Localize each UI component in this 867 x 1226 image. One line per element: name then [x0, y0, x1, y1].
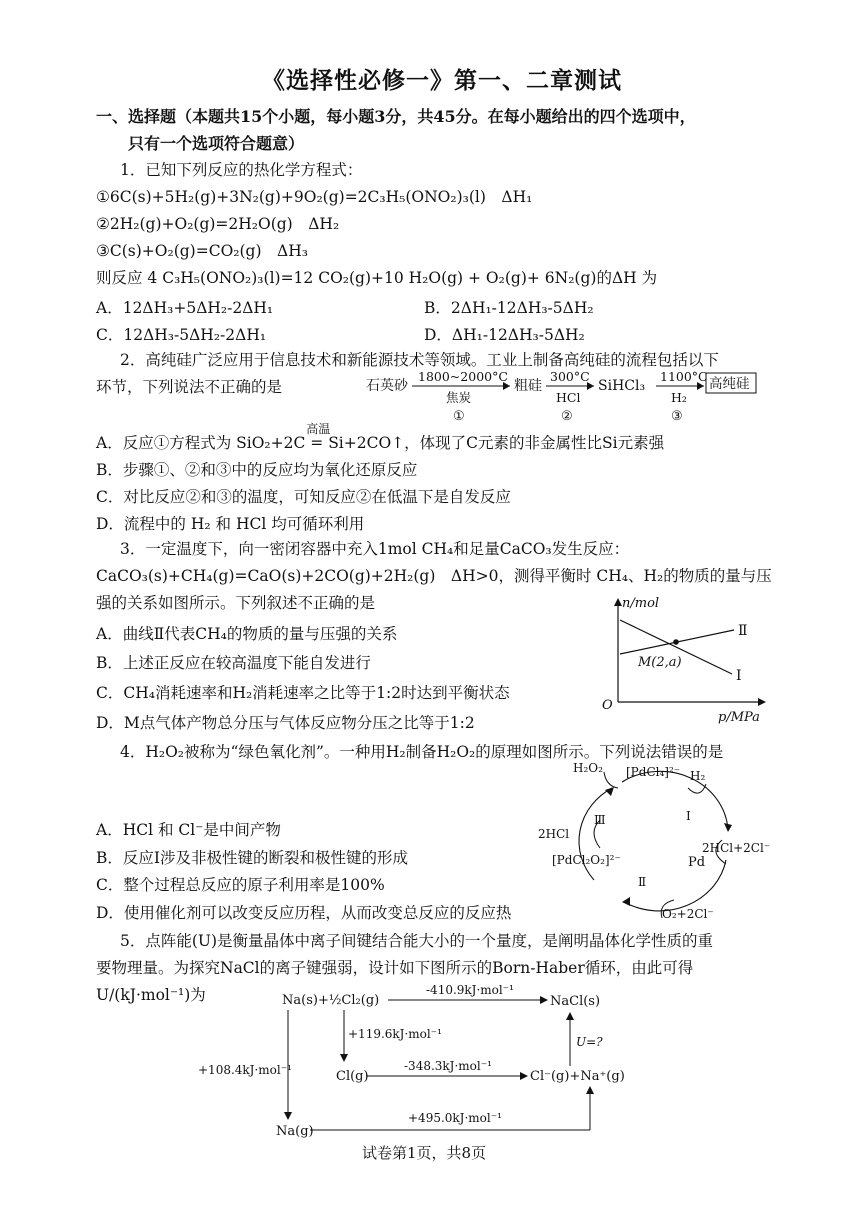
q3-option-c[interactable]: C．CH₄消耗速率和H₂消耗速率之比等于1:2时达到平衡状态: [96, 684, 510, 702]
bh-u: U=?: [576, 1035, 603, 1049]
q1-target-reaction: 则反应 4 C₃H₅(ONO₂)₃(l)=12 CO₂(g)+10 H₂O(g) + O₂(g)+ 6N₂(g)的ΔH 为: [96, 269, 658, 287]
q5-stem-line1: 5．点阵能(U)是衡量晶体中离子间键结合能大小的一个量度，是阐明晶体化学性质的重: [120, 932, 714, 950]
graph-y-label: n/mol: [622, 596, 660, 611]
q1-equation-2: ②2H₂(g)+O₂(g)=2H₂O(g) ΔH₂: [96, 215, 340, 233]
q3-stem-line2: CaCO₃(s)+CH₄(g)=CaO(s)+2CO(g)+2H₂(g) ΔH>0，测得平衡时 CH₄、H₂的物质的量与压: [96, 567, 772, 585]
cycle-arc-1: [622, 771, 728, 830]
cycle-h2o2-out: [604, 772, 618, 788]
bh-dh-na: +108.4kJ·mol⁻¹: [198, 1063, 292, 1077]
graph-x-arrow: [758, 698, 766, 706]
cycle-h2: H₂: [690, 769, 706, 783]
flow-cond2-bottom: HCl: [556, 390, 581, 405]
q1-option-d[interactable]: D．ΔH₁-12ΔH₃-5ΔH₂: [424, 326, 585, 344]
cycle-pdcl4: [PdCl₄]²⁻: [626, 765, 681, 779]
flow-start: 石英砂: [366, 378, 408, 394]
flow-cond1-bottom: 焦炭: [446, 390, 472, 405]
cycle-step-2: Ⅱ: [638, 875, 647, 889]
graph-curve-2-label: Ⅱ: [738, 623, 748, 639]
q1-option-a[interactable]: A．12ΔH₃+5ΔH₂-2ΔH₁: [96, 299, 274, 317]
q2-stem-line1: 2．高纯硅广泛应用于信息技术和新能源技术等领域。工业上制备高纯硅的流程包括以下: [120, 351, 719, 369]
flow-cond3-bottom: H₂: [671, 390, 687, 405]
q5-stem-line3: U/(kJ·mol⁻¹)为: [96, 986, 206, 1004]
q1-option-b[interactable]: B．2ΔH₁-12ΔH₃-5ΔH₂: [424, 299, 594, 317]
bh-arrowhead-ea: [520, 1072, 528, 1080]
flow-cond2-top: 300°C: [550, 369, 590, 384]
cycle-pd: Pd: [688, 855, 706, 870]
graph-point-label: M(2,a): [638, 655, 682, 670]
bh-arrowhead-na: [284, 1112, 292, 1120]
cycle-arrowhead-2: [622, 897, 630, 906]
cycle-step-1: Ⅰ: [686, 809, 691, 823]
bh-cl-atom: Cl(g): [336, 1069, 369, 1084]
q4-stem: 4．H₂O₂被称为“绿色氧化剂”。一种用H₂制备H₂O₂的原理如图所示。下列说法错误的是: [120, 743, 724, 761]
q3-option-d[interactable]: D．M点气体产物总分压与气体反应物分压之比等于1:2: [96, 714, 475, 732]
graph-point-m: [673, 639, 679, 645]
graph-x-label: p/MPa: [718, 710, 760, 724]
q3-stem-line3: 强的关系如图所示。下列叙述不正确的是: [96, 594, 376, 612]
q1-equation-3: ③C(s)+O₂(g)=CO₂(g) ΔH₃: [96, 242, 308, 260]
q3-option-b[interactable]: B．上述正反应在较高温度下能自发进行: [96, 654, 371, 672]
section-heading-line2: 只有一个选项符合题意）: [128, 134, 305, 153]
bh-dh-top: -410.9kJ·mol⁻¹: [426, 983, 514, 997]
graph-curve-1-label: Ⅰ: [736, 668, 742, 684]
bh-na-gas: Na(g): [276, 1124, 314, 1139]
q4-option-b[interactable]: B．反应Ⅰ涉及非极性键的断裂和极性键的形成: [96, 849, 409, 867]
bh-arrowhead-cl: [340, 1054, 348, 1062]
q2-condition-equals: =: [310, 434, 324, 452]
flow-step3: ③: [671, 409, 683, 424]
bh-dh-ea: -348.3kJ·mol⁻¹: [404, 1059, 492, 1073]
q3-pressure-graph: [596, 592, 776, 724]
graph-origin: O: [602, 698, 613, 713]
q4-catalytic-cycle-diagram: [530, 760, 800, 925]
cycle-arrowhead-1: [724, 823, 732, 832]
q2-option-a-condition: [306, 422, 331, 452]
q2-stem-line2: 环节，下列说法不正确的是: [96, 378, 283, 396]
cycle-o2-in-label: O₂+2Cl⁻: [662, 907, 714, 921]
cycle-h2o2: H₂O₂: [573, 761, 603, 775]
bh-start: Na(s)+½Cl₂(g): [282, 993, 380, 1008]
q4-option-d[interactable]: D．使用催化剂可以改变反应历程，从而改变总反应的反应热: [96, 904, 512, 922]
q3-option-a[interactable]: A．曲线Ⅱ代表CH₄的物质的量与压强的关系: [96, 625, 398, 643]
q4-option-a[interactable]: A．HCl 和 Cl⁻是中间产物: [96, 821, 281, 839]
bh-nacl: NaCl(s): [550, 994, 601, 1009]
q1-equation-1: ①6C(s)+5H₂(g)+3N₂(g)+9O₂(g)=2C₃H₅(ONO₂)₃(l) ΔH₁: [96, 188, 533, 206]
flow-step2: ②: [561, 409, 573, 424]
graph-y-arrow: [614, 598, 622, 606]
q2-option-a-pre: A．反应①方程式为 SiO₂+2C: [96, 434, 311, 452]
q5-stem-line2: 要物理量。为探究NaCl的离子键强弱，设计如下图所示的Born-Haber循环，由此可得: [96, 959, 694, 977]
silicon-production-flow-diagram: [360, 368, 800, 428]
flow-cond3-top: 1100°C: [660, 369, 708, 384]
q2-option-a-post: Si+2CO↑，体现了C元素的非金属性比Si元素强: [323, 434, 665, 452]
q2-option-c[interactable]: C．对比反应②和③的温度，可知反应②在低温下是自发反应: [96, 488, 511, 506]
cycle-hcl-in-label: 2HCl: [538, 827, 570, 841]
flow-step1: ①: [453, 409, 465, 424]
flow-cond1-top: 1800~2000°C: [418, 369, 508, 384]
bh-arrowhead-top: [540, 996, 548, 1004]
page-footer: 试卷第1页，共8页: [362, 1144, 487, 1162]
cycle-pdcl2o2: [PdCl₂O₂]²⁻: [552, 853, 621, 867]
q2-option-a[interactable]: [96, 422, 665, 453]
q1-option-c[interactable]: C．12ΔH₃-5ΔH₂-2ΔH₁: [96, 326, 267, 344]
q2-condition-text: 高温: [306, 422, 331, 436]
q1-stem: 1．已知下列反应的热化学方程式：: [120, 161, 363, 179]
bh-arrowhead-ie: [586, 1086, 594, 1094]
bh-ions: Cl⁻(g)+Na⁺(g): [530, 1069, 625, 1084]
q3-stem-line1: 3．一定温度下，向一密闭容器中充入1mol CH₄和足量CaCO₃发生反应：: [120, 540, 630, 558]
q4-option-c[interactable]: C．整个过程总反应的原子利用率是100%: [96, 876, 385, 894]
q2-option-b[interactable]: B．步骤①、②和③中的反应均为氧化还原反应: [96, 461, 418, 479]
bh-dh-cl: +119.6kJ·mol⁻¹: [348, 1027, 442, 1041]
q5-born-haber-cycle: [190, 980, 630, 1140]
flow-mid2: SiHCl₃: [598, 378, 646, 394]
flow-mid1: 粗硅: [514, 378, 542, 394]
flow-end: 高纯硅: [709, 376, 750, 392]
q2-option-d[interactable]: D．流程中的 H₂ 和 HCl 均可循环利用: [96, 515, 365, 533]
section-heading-line1: 一、选择题（本题共15个小题，每小题3分，共45分。在每小题给出的四个选项中，: [96, 107, 696, 126]
cycle-hcl-out-label: 2HCl+2Cl⁻: [702, 841, 771, 855]
cycle-step-3: Ⅲ: [594, 813, 606, 827]
bh-dh-ie: +495.0kJ·mol⁻¹: [408, 1111, 502, 1125]
page-title: 《选择性必修一》第一、二章测试: [262, 67, 622, 94]
bh-arrowhead-u: [566, 1012, 574, 1020]
